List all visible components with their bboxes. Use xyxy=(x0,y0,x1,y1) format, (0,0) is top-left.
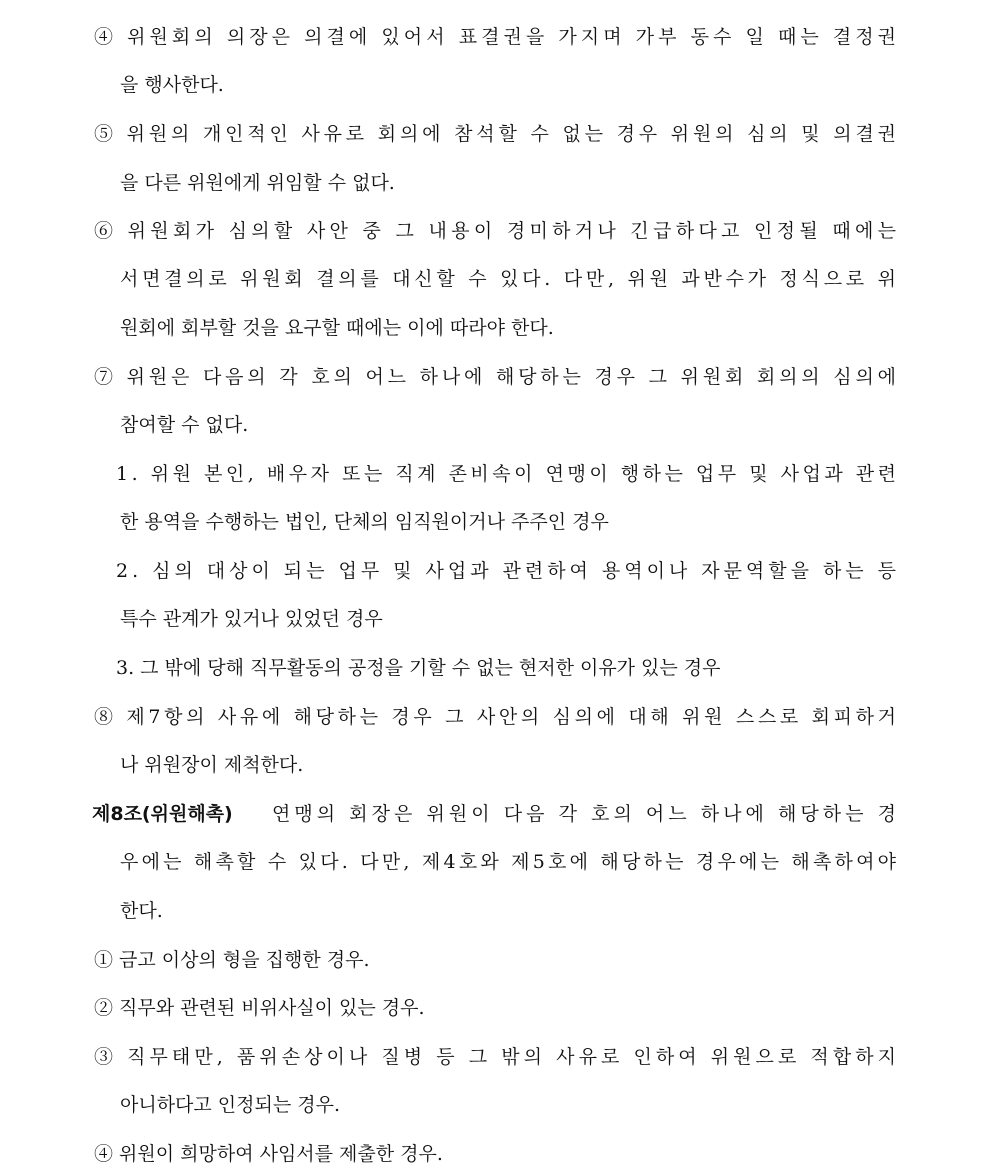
text-line: 나 위원장이 제척한다. xyxy=(120,754,304,776)
para-7-line-1 xyxy=(0,360,992,394)
text-line: 서면결의로 위원회 결의를 대신할 수 있다. 다만, 위원 과반수가 정식으로 위 xyxy=(120,268,900,290)
text-line: 아니하다고 인정되는 경우. xyxy=(120,1094,341,1116)
item-2-line-1 xyxy=(0,554,992,588)
para-5-line-1 xyxy=(0,117,992,151)
clause-4 xyxy=(0,1137,992,1171)
text-line: ⑦ 위원은 다음의 각 호의 어느 하나에 해당하는 경우 그 위원회 회의의 심의에 xyxy=(94,366,900,388)
para-8-line-1 xyxy=(0,700,992,734)
article-8-heading: 제8조(위원해촉) xyxy=(92,803,233,825)
text-line: ① 금고 이상의 형을 집행한 경우. xyxy=(94,949,370,971)
para-4-line-2 xyxy=(0,68,992,102)
text-line: 참여할 수 없다. xyxy=(120,414,249,436)
item-3-line-1 xyxy=(0,651,992,685)
item-1-line-1 xyxy=(0,457,992,491)
para-6-line-3 xyxy=(0,311,992,345)
para-4-line-1 xyxy=(0,20,992,54)
para-5-line-2 xyxy=(0,166,992,200)
clause-1 xyxy=(0,943,992,977)
article-8-line-1 xyxy=(0,797,992,831)
text-line: 1. 위원 본인, 배우자 또는 직계 존비속이 연맹이 행하는 업무 및 사업과 관련 xyxy=(116,463,900,485)
para-7-line-2 xyxy=(0,408,992,442)
text-line: ⑤ 위원의 개인적인 사유로 회의에 참석할 수 없는 경우 위원의 심의 및 의결권 xyxy=(94,123,900,145)
text-line: 우에는 해촉할 수 있다. 다만, 제4호와 제5호에 해당하는 경우에는 해촉하여야 xyxy=(120,851,900,873)
text-line: ⑧ 제7항의 사유에 해당하는 경우 그 사안의 심의에 대해 위원 스스로 회피하거 xyxy=(94,706,900,728)
clause-2 xyxy=(0,991,992,1025)
text-line: 을 행사한다. xyxy=(120,74,224,96)
article-8-line-3 xyxy=(0,894,992,928)
para-6-line-1 xyxy=(0,214,992,248)
text-line: 3. 그 밖에 당해 직무활동의 공정을 기할 수 없는 현저한 이유가 있는 경우 xyxy=(116,657,721,679)
text-line: 2. 심의 대상이 되는 업무 및 사업과 관련하여 용역이나 자문역할을 하는 등 xyxy=(116,560,900,582)
text-line: ④ 위원이 희망하여 사임서를 제출한 경우. xyxy=(94,1143,443,1165)
text-line: 연맹의 회장은 위원이 다음 각 호의 어느 하나에 해당하는 경 xyxy=(272,803,901,825)
text-line: ⑥ 위원회가 심의할 사안 중 그 내용이 경미하거나 긴급하다고 인정될 때에는 xyxy=(94,220,901,242)
text-line: ③ 직무태만, 품위손상이나 질병 등 그 밖의 사유로 인하여 위원으로 적합하지 xyxy=(94,1046,901,1068)
item-2-line-2 xyxy=(0,602,992,636)
text-line: 특수 관계가 있거나 있었던 경우 xyxy=(120,608,383,630)
para-8-line-2 xyxy=(0,748,992,782)
clause-3-line-2 xyxy=(0,1088,992,1122)
text-line: 한 용역을 수행하는 법인, 단체의 임직원이거나 주주인 경우 xyxy=(120,511,609,533)
text-line: ④ 위원회의 의장은 의결에 있어서 표결권을 가지며 가부 동수 일 때는 결정권 xyxy=(94,26,901,48)
clause-3-line-1 xyxy=(0,1040,992,1074)
text-line: 원회에 회부할 것을 요구할 때에는 이에 따라야 한다. xyxy=(120,317,554,339)
item-1-line-2 xyxy=(0,505,992,539)
article-8-line-2 xyxy=(0,845,992,879)
text-line: ② 직무와 관련된 비위사실이 있는 경우. xyxy=(94,997,425,1019)
para-6-line-2 xyxy=(0,262,992,296)
text-line: 한다. xyxy=(120,900,163,922)
text-line: 을 다른 위원에게 위임할 수 없다. xyxy=(120,172,395,194)
